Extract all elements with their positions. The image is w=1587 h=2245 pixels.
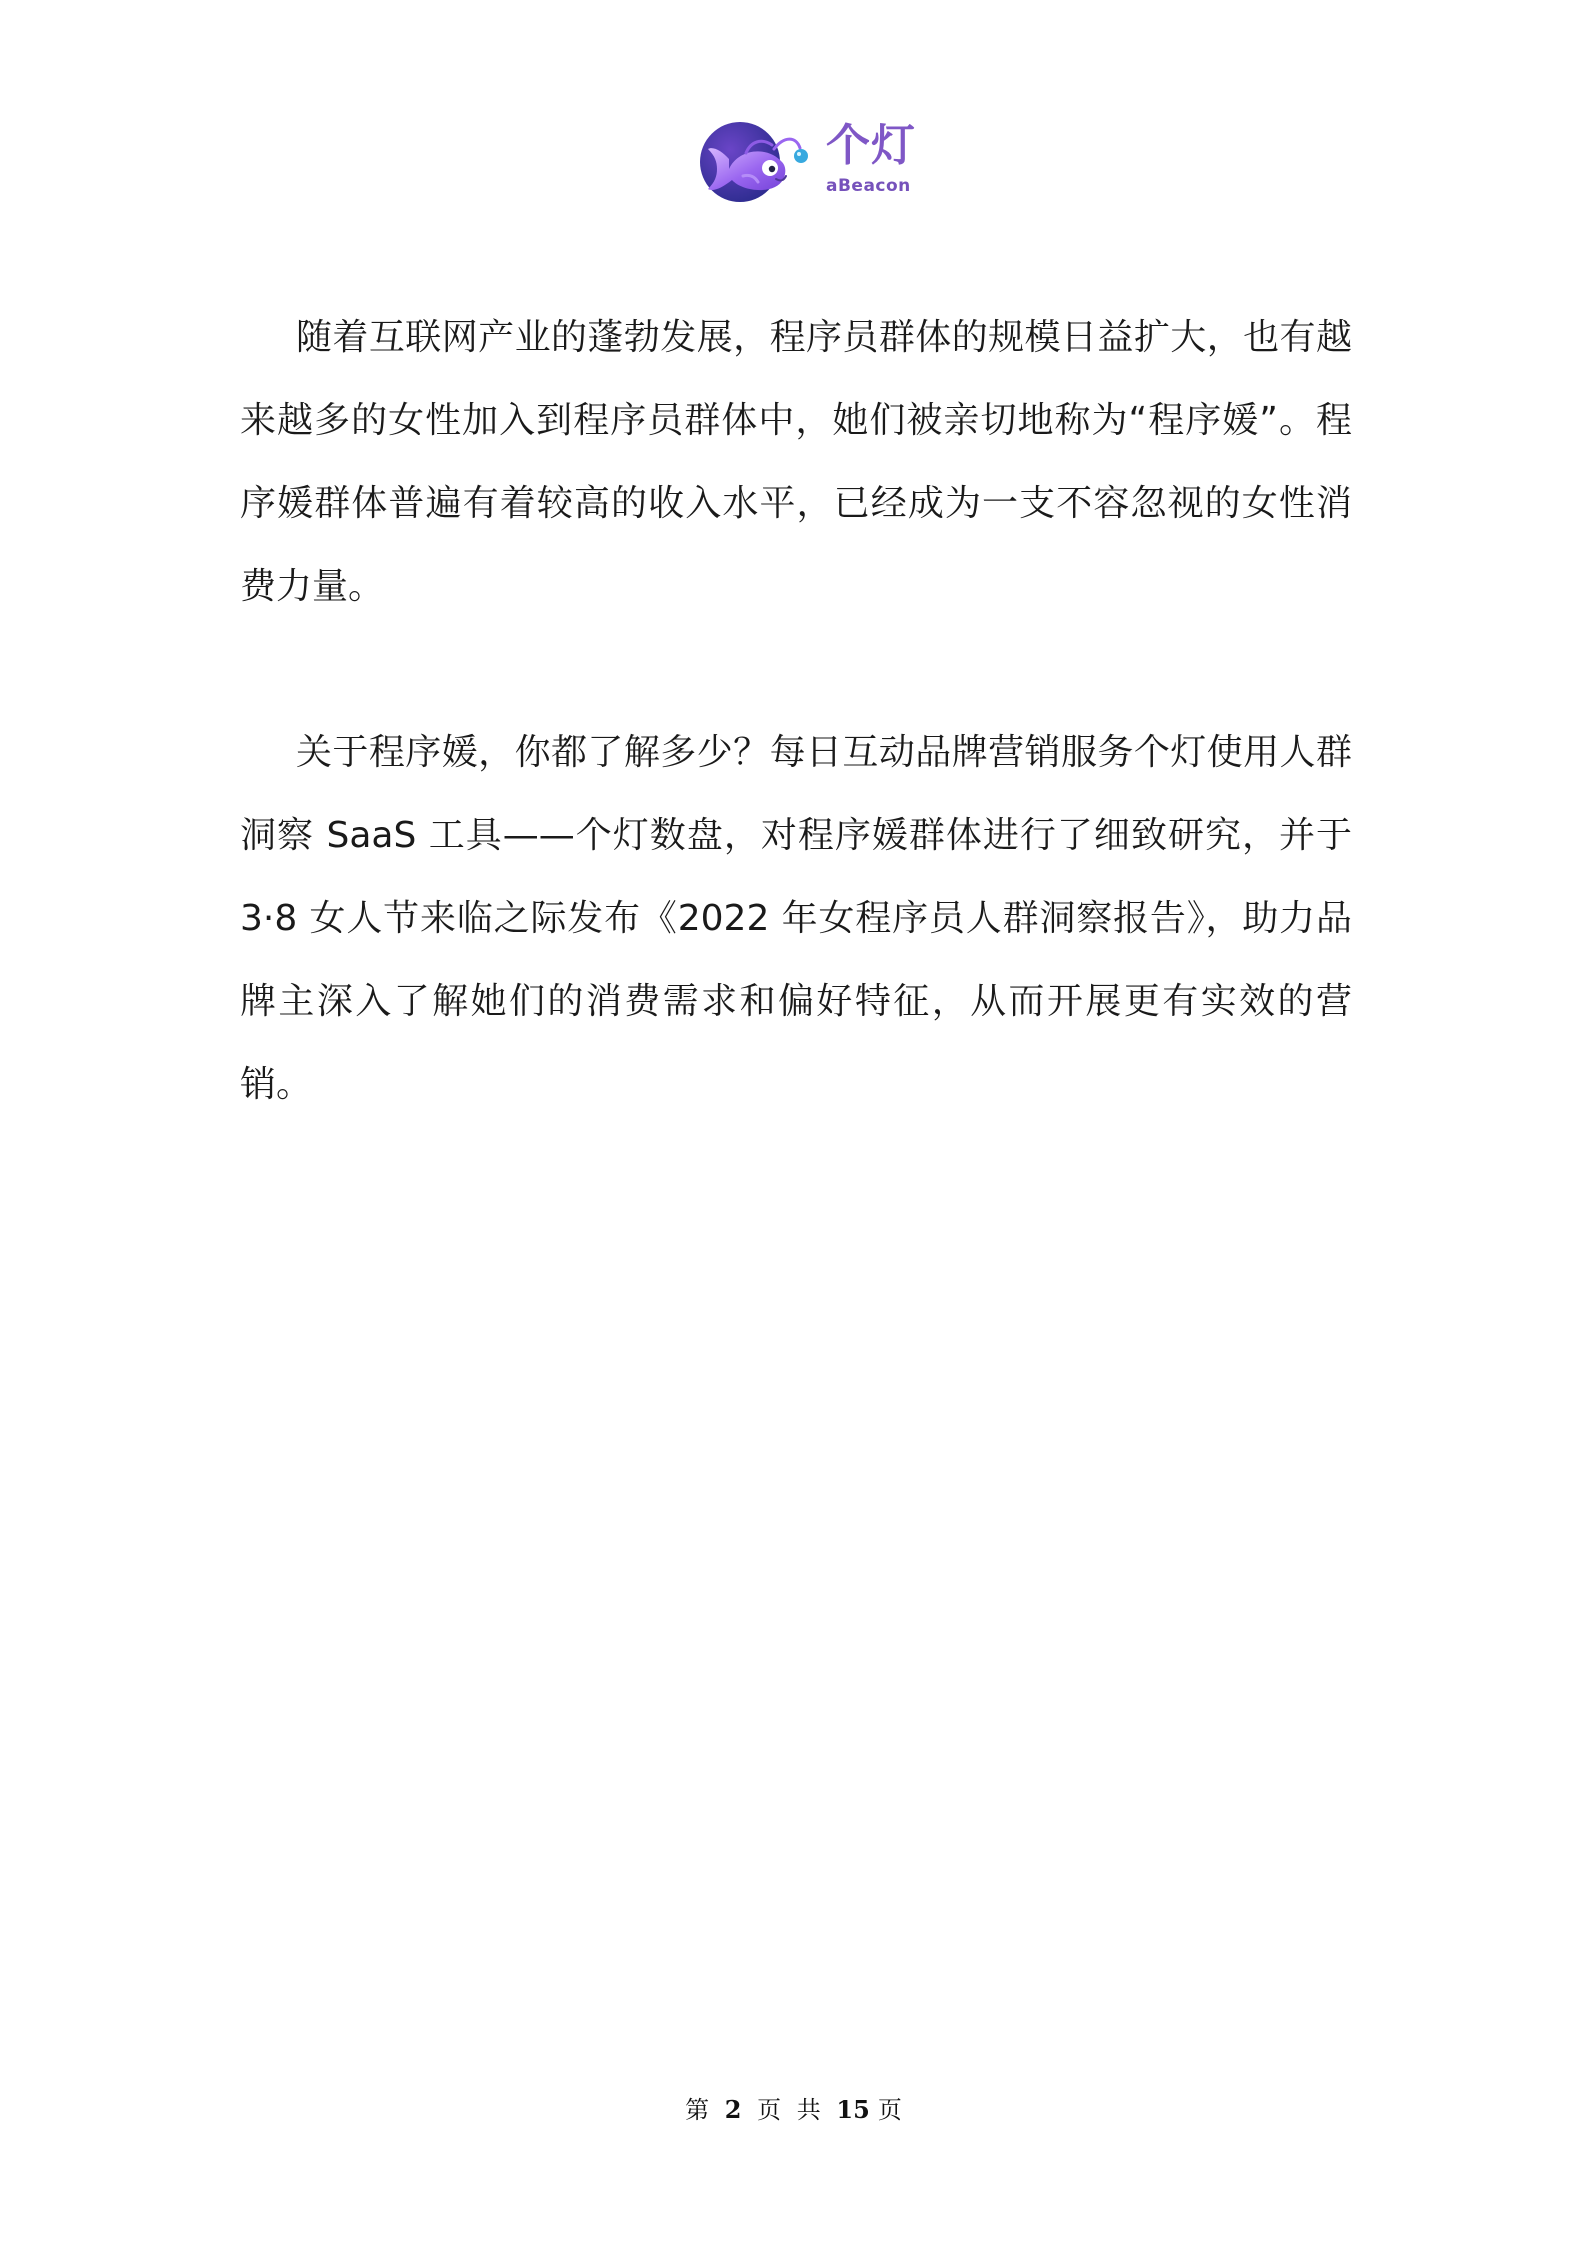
document-body xyxy=(240,296,1352,1126)
paragraph-intro: 随着互联网产业的蓬勃发展，程序员群体的规模日益扩大，也有越来越多的女性加入到程序员群体中，她们被亲切地称为“程序媛”。程序媛群体普遍有着较高的收入水平，已经成为一支不容忽视的女性消费力量。 xyxy=(240,317,1352,607)
total-page-number: 15 xyxy=(836,2095,870,2124)
logo-subtitle: aBeacon xyxy=(826,176,911,196)
page-word: 页 xyxy=(757,2096,782,2124)
logo-title: 个灯 xyxy=(826,120,916,171)
anglerfish-logo-icon xyxy=(700,118,812,208)
paragraph-report: 关于程序媛，你都了解多少？每日互动品牌营销服务个灯使用人群洞察 SaaS 工具——个灯数盘，对程序媛群体进行了细致研究，并于 3·8 女人节来临之际发布《2022 年女程序员人群洞察报告》，助力品牌主深入了解她们的消费需求和偏好特征，从而开展更有实效的营销。 xyxy=(240,732,1352,1105)
current-page-number: 2 xyxy=(724,2095,742,2124)
total-prefix: 共 xyxy=(796,2096,821,2124)
total-suffix: 页 xyxy=(877,2096,902,2124)
page-prefix: 第 xyxy=(685,2096,710,2124)
page-footer xyxy=(0,2094,1587,2126)
header-logo xyxy=(700,118,940,208)
